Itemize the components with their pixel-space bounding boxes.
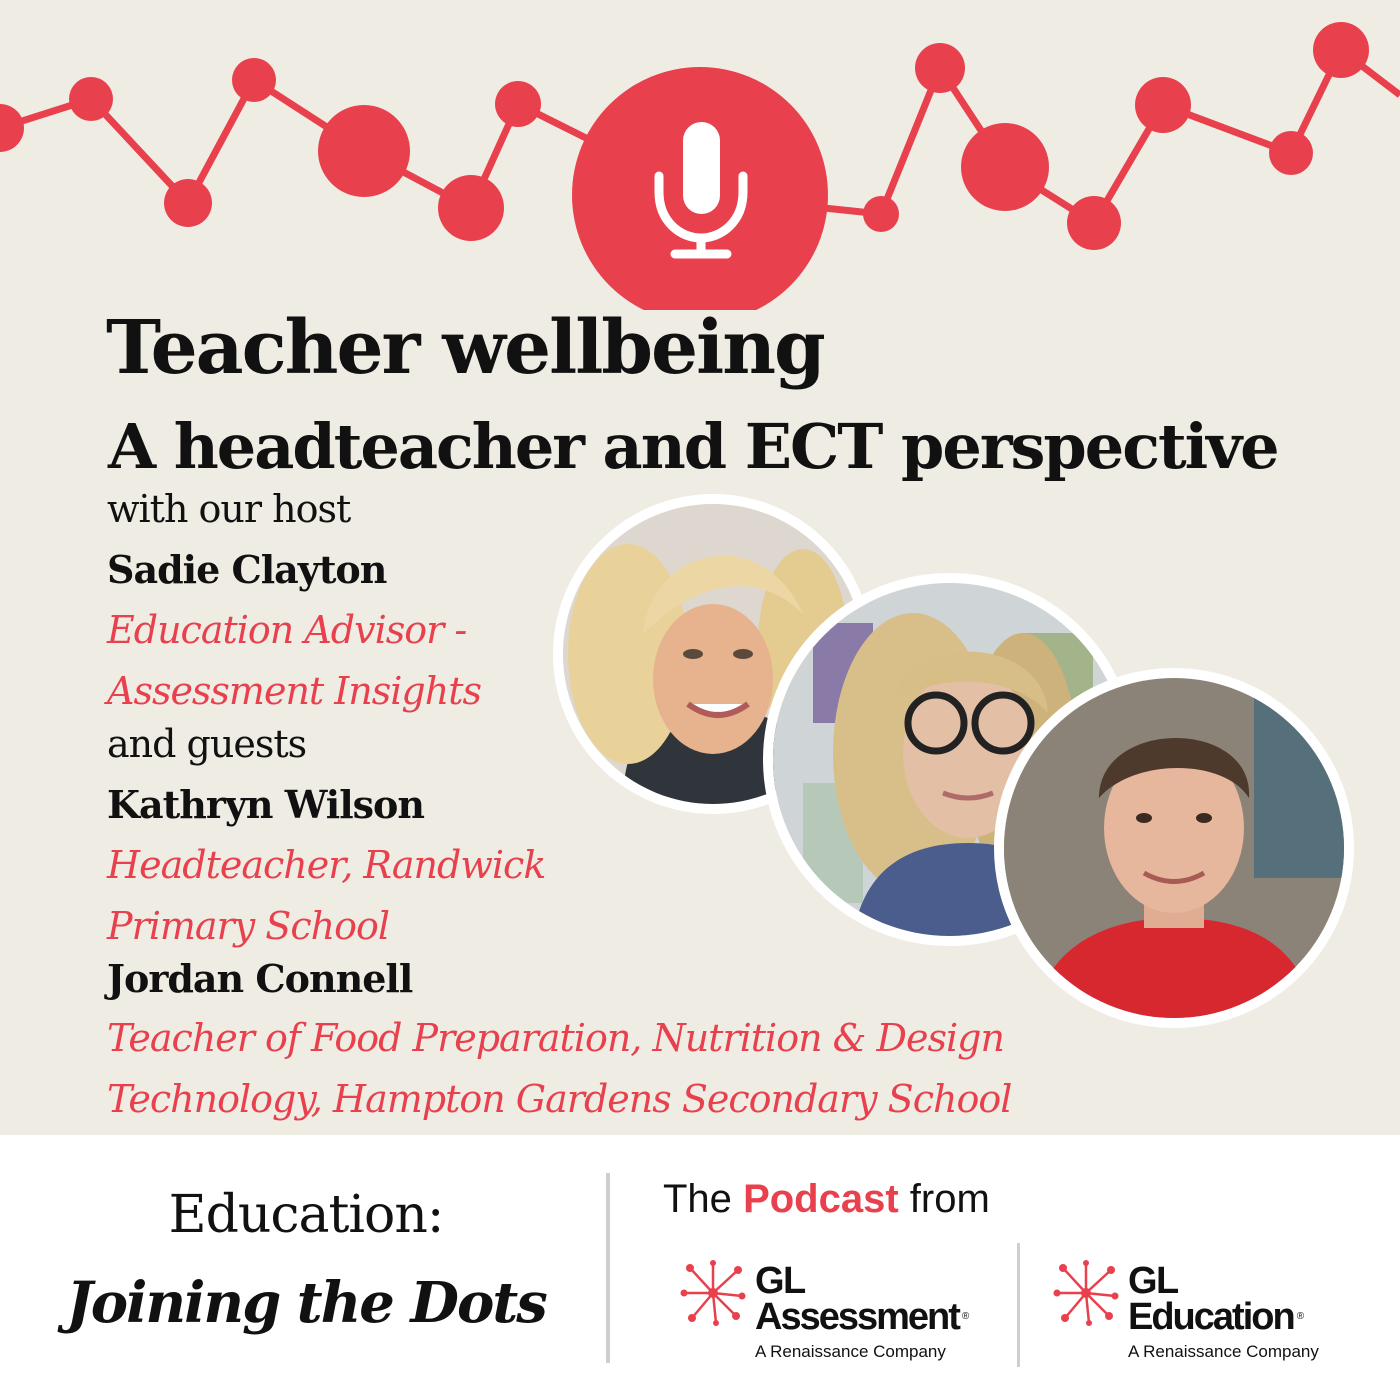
logo-tagline: A Renaissance Company: [1128, 1342, 1319, 1361]
footer-bar: [0, 1135, 1400, 1400]
logo-tagline: A Renaissance Company: [755, 1342, 946, 1361]
page-subtitle: A headteacher and ECT perspective: [108, 410, 1278, 483]
host-intro: with our host: [107, 487, 351, 531]
gl-education-logo: [1053, 1260, 1383, 1370]
gl-assessment-logo: [680, 1260, 1010, 1370]
show-title-line2: Joining the Dots: [66, 1270, 546, 1336]
podcast-prefix: The: [663, 1177, 732, 1221]
page-title: Teacher wellbeing: [106, 305, 824, 391]
logo-line2: Assessment ®: [755, 1296, 970, 1338]
guest-role-line2: Primary School: [107, 904, 389, 948]
guest-role-line2: Technology, Hampton Gardens Secondary School: [107, 1077, 1012, 1121]
show-title-line1: Education:: [168, 1185, 444, 1245]
logo-line2: Education ®: [1128, 1296, 1305, 1338]
host-role-line1: Education Advisor -: [107, 608, 467, 652]
podcast-highlight: Podcast: [743, 1177, 899, 1221]
connected-dots-decoration: [0, 0, 1400, 310]
guest-role-line1: Headteacher, Randwick: [107, 843, 546, 887]
guest-photo: [994, 668, 1354, 1028]
guest-name: Jordan Connell: [107, 956, 413, 1001]
guests-intro: and guests: [107, 722, 307, 766]
network-dots-icon: [1053, 1260, 1119, 1326]
network-dots-icon: [680, 1260, 746, 1326]
podcast-from-label: [663, 1177, 990, 1222]
logo-line1: GL: [1128, 1260, 1178, 1302]
podcast-suffix: from: [909, 1177, 990, 1221]
logo-divider: [1017, 1243, 1020, 1367]
host-name: Sadie Clayton: [107, 547, 387, 592]
guest-name: Kathryn Wilson: [107, 782, 425, 827]
divider: [606, 1173, 610, 1363]
guest-role-line1: Teacher of Food Preparation, Nutrition & Design: [107, 1016, 1004, 1060]
host-role-line2: Assessment Insights: [107, 669, 481, 713]
logo-line1: GL: [755, 1260, 805, 1302]
